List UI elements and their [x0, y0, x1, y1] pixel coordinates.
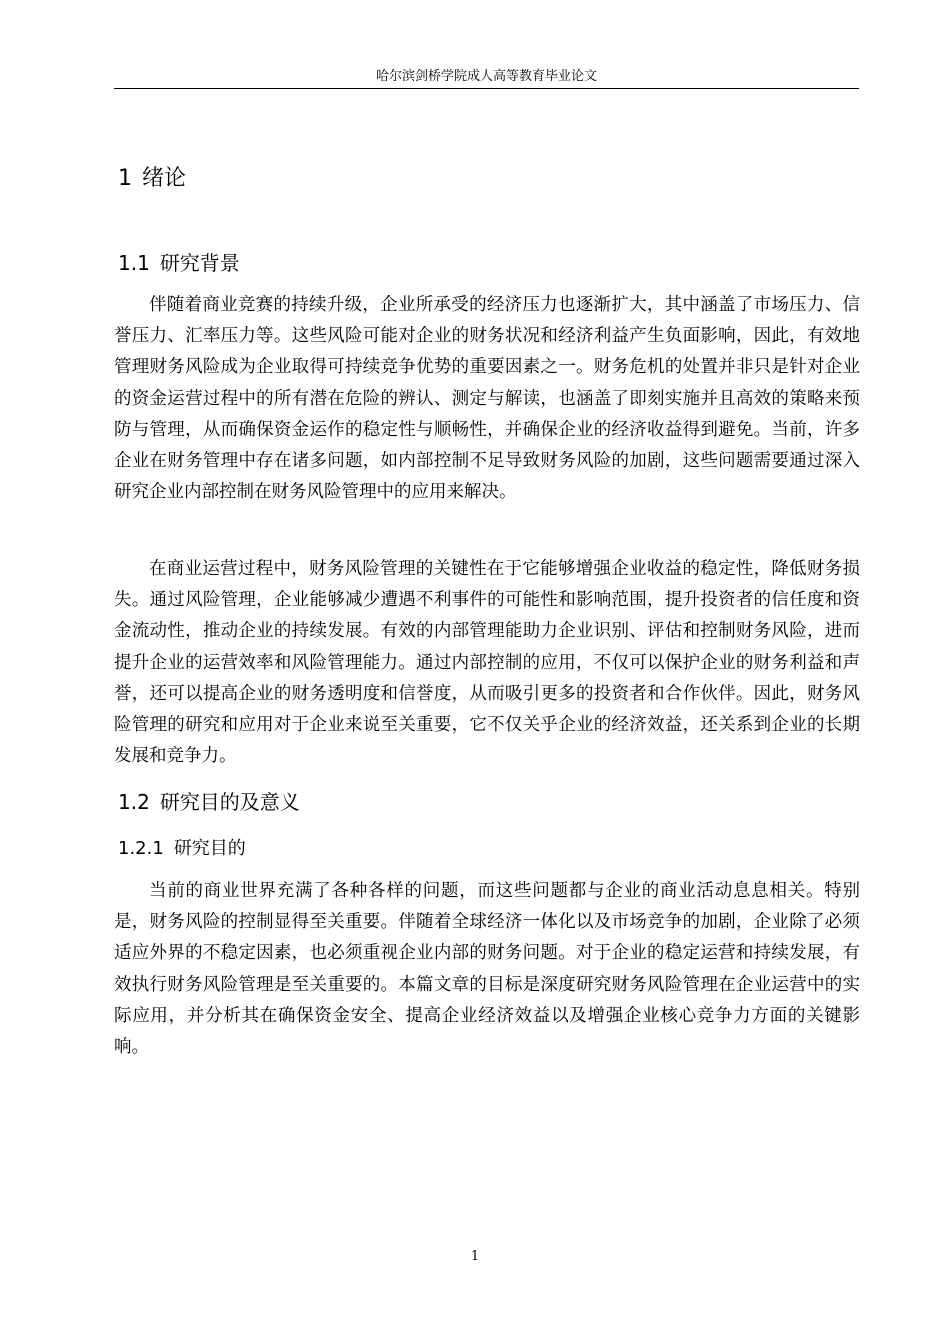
page-number: 1: [470, 1249, 480, 1264]
subsection-number: 1.2.1: [118, 838, 164, 859]
section-heading-1-2: [118, 788, 300, 816]
paragraph-background-2: 在商业运营过程中，财务风险管理的关键性在于它能够增强企业收益的稳定性，降低财务损失。通过风险管理，企业能够减少遭遇不利事件的可能性和影响范围，提升投资者的信任度和资金流动性，推动企业的持续发展。有效的内部管理能助力企业识别、评估和控制财务风险，进而提升企业的运营效率和风险管理能力。通过内部控制的应用，不仅可以保护企业的财务利益和声誉，还可以提高企业的财务透明度和信誉度，从而吸引更多的投资者和合作伙伴。因此，财务风险管理的研究和应用对于企业来说至关重要，它不仅关乎企业的经济效益，还关系到企业的长期发展和竞争力。: [114, 559, 860, 767]
chapter-number: 1: [118, 166, 132, 191]
running-header: 哈尔滨剑桥学院成人高等教育毕业论文: [375, 69, 597, 84]
paragraph-purpose-1: 当前的商业世界充满了各种各样的问题，而这些问题都与企业的商业活动息息相关。特别是，财务风险的控制显得至关重要。伴随着全球经济一体化以及市场竞争的加剧，企业除了必须适应外界的不稳定因素，也必须重视企业内部的财务问题。对于企业的稳定运营和持续发展，有效执行财务风险管理是至关重要的。本篇文章的目标是深度研究财务风险管理在企业运营中的实际应用，并分析其在确保资金安全、提高企业经济效益以及增强企业核心竞争力方面的关键影响。: [114, 881, 860, 1058]
subsection-heading-1-2-1: [118, 836, 246, 862]
section-title: 研究目的及意义: [159, 790, 300, 814]
section-number: 1.2: [118, 790, 150, 814]
section-title: 研究背景: [159, 251, 240, 275]
subsection-title: 研究目的: [173, 838, 246, 859]
paragraph-background-1: 伴随着商业竞赛的持续升级，企业所承受的经济压力也逐渐扩大，其中涵盖了市场压力、信誉压力、汇率压力等。这些风险可能对企业的财务状况和经济利益产生负面影响，因此，有效地管理财务风险成为企业取得可持续竞争优势的重要因素之一。财务危机的处置并非只是针对企业的资金运营过程中的所有潜在危险的辨认、测定与解读，也涵盖了即刻实施并且高效的策略来预防与管理，从而确保资金运作的稳定性与顺畅性，并确保企业的经济收益得到避免。当前，许多企业在财务管理中存在诸多问题，如内部控制不足导致财务风险的加剧，这些问题需要通过深入研究企业内部控制在财务风险管理中的应用来解决。: [114, 295, 860, 503]
chapter-title: 绪论: [142, 166, 187, 191]
header-rule: [114, 88, 859, 89]
section-heading-1-1: [118, 249, 240, 277]
chapter-heading: [118, 164, 186, 194]
section-number: 1.1: [118, 251, 150, 275]
